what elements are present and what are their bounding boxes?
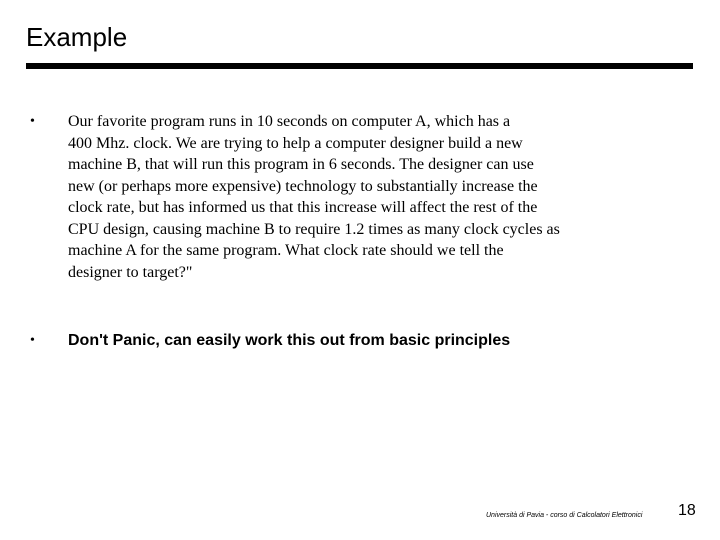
text-line: designer to target?" (68, 263, 193, 281)
dont-panic-text: Don't Panic, can easily work this out from basic principles (68, 332, 511, 349)
text-line: machine A for the same program. What clock rate should we tell the (68, 242, 504, 259)
text-line: CPU design, causing machine B to require 1.2 times as many clock cycles as (68, 220, 560, 238)
bullet-marker: • (30, 333, 35, 348)
title-divider (26, 63, 693, 69)
slide-title: Example (26, 22, 128, 52)
text-line: clock rate, but has informed us that this increase will affect the rest of the (68, 199, 538, 216)
problem-statement-text (68, 111, 658, 283)
page-number: 18 (678, 502, 696, 519)
footer-course-label: Università di Pavia - corso di Calcolatori Elettronici (486, 512, 643, 519)
text-line: 400 Mhz. clock. We are trying to help a computer designer build a new (68, 134, 523, 152)
bullet-marker: • (30, 114, 35, 129)
text-line: new (or perhaps more expensive) technology to substantially increase the (68, 177, 538, 195)
text-line: machine B, that will run this program in 6 seconds. The designer can use (68, 156, 534, 173)
text-line: Our favorite program runs in 10 seconds on computer A, which has a (68, 113, 511, 130)
